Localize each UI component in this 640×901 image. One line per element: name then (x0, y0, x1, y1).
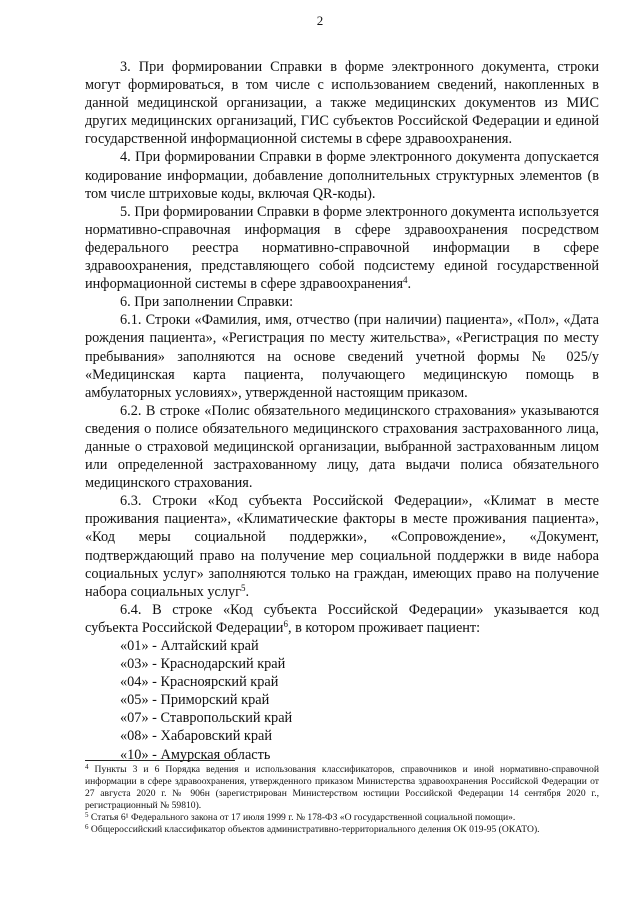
paragraph-6-3 (85, 492, 599, 601)
paragraph-6-3-end: . (245, 583, 250, 600)
paragraph-5-text: 5. При формировании Справки в форме электронного документа используется нормативно-справочная информация в сфере здравоохранения посредством федерального реестра нормативно-справочной информации в сфере здравоохранения, представляющего собой подсистему единой государственной информационной системы в сфере здравоохранения (85, 203, 599, 293)
list-item: «08» - Хабаровский край (120, 728, 273, 745)
footnote-mark: 5 (85, 811, 89, 819)
footnote-ref-5[interactable]: 5 (241, 582, 246, 593)
list-item: «05» - Приморский край (120, 692, 270, 709)
footnote-text: Пункты 3 и 6 Порядка ведения и использования классификаторов, справочников и иной нормативно-справочной информации в сфере здравоохранения, утвержденного приказом Министерства здравоохранения Российской Федерации от 27 августа 2020 г. № 906н (зарегистрирован Министерством юстиции Российской Федерации 14 сентября 2020 г., регистрационный № 59810). (85, 764, 599, 811)
footnote-4 (85, 764, 599, 812)
list-item: «07» - Ставропольский край (120, 710, 293, 727)
footnote-5 (85, 812, 599, 824)
footnote-text: Статья 6¹ Федерального закона от 17 июля 1999 г. № 178-ФЗ «О государственной социальной помощи». (88, 812, 516, 823)
footnote-divider (85, 760, 235, 761)
paragraph-6-1: 6.1. Строки «Фамилия, имя, отчество (при наличии) пациента», «Пол», «Дата рождения пациента», «Регистрация по месту жительства», «Регистрация по месту пребывания» заполняются на основе сведений учетной формы № 025/у «Медицинская карта пациента, получающего медицинскую помощь в амбулаторных условиях», утвержденной настоящим приказом. (85, 312, 599, 401)
footnote-mark: 6 (85, 823, 89, 831)
paragraph-6-4-end: , в котором проживает пациент: (287, 619, 481, 636)
paragraph-4: 4. При формировании Справки в форме электронного документа допускается кодирование информации, добавление дополнительных структурных элементов (в том числе штриховые коды, включая QR-коды). (85, 149, 599, 202)
document-body (85, 58, 599, 764)
paragraph-3: 3. При формировании Справки в форме электронного документа, строки могут формироваться, в том числе с использованием сведений, накопленных в данной медицинской организации, а также медицинских документов из МИС других медицинских организаций, ГИС субъектов Российской Федерации и единой государственной информационной системы в сфере здравоохранения. (85, 59, 599, 148)
footnote-ref-6[interactable]: 6 (283, 618, 288, 629)
list-item: «03» - Краснодарский край (120, 656, 286, 673)
paragraph-6-4-text: 6.4. В строке «Код субъекта Российской Федерации» указывается код субъекта Российской Федерации (85, 601, 599, 636)
paragraph-6-2: 6.2. В строке «Полис обязательного медицинского страхования» указываются сведения о полисе обязательного медицинского страхования застрахованного лица, данные о страховой медицинской организации, выбранной застрахованным лицом или определенной застрахованному лицу, дата выдачи полиса обязательного медицинского страхования. (85, 402, 599, 492)
list-item: «01» - Алтайский край (120, 638, 259, 654)
page-number: 2 (316, 13, 324, 28)
footnote-6 (85, 824, 599, 836)
list-item: «10» - Амурская область (120, 746, 271, 763)
list-item: «04» - Красноярский край (120, 674, 279, 691)
footnote-text: Общероссийский классификатор объектов административно-территориального деления ОК 019-95 (ОКАТО). (88, 824, 540, 835)
paragraph-5 (85, 203, 599, 293)
footnote-mark: 4 (85, 763, 89, 771)
paragraph-5-end: . (407, 276, 412, 293)
footnotes (85, 764, 599, 836)
paragraph-6-4 (85, 601, 599, 637)
paragraph-6: 6. При заполнении Справки: (120, 294, 294, 311)
region-code-list (85, 637, 599, 764)
paragraph-6-3-text: 6.3. Строки «Код субъекта Российской Федерации», «Климат в месте проживания пациента», «Климатические факторы в месте проживания пациента», «Код меры социальной поддержки», «Сопровождение», «Документ, подтверждающий право на получение мер социальной поддержки в виде набора социальных услуг» заполняются только на граждан, имеющих право на получение набора социальных услуг (85, 493, 599, 600)
footnote-ref-4[interactable]: 4 (403, 275, 408, 286)
